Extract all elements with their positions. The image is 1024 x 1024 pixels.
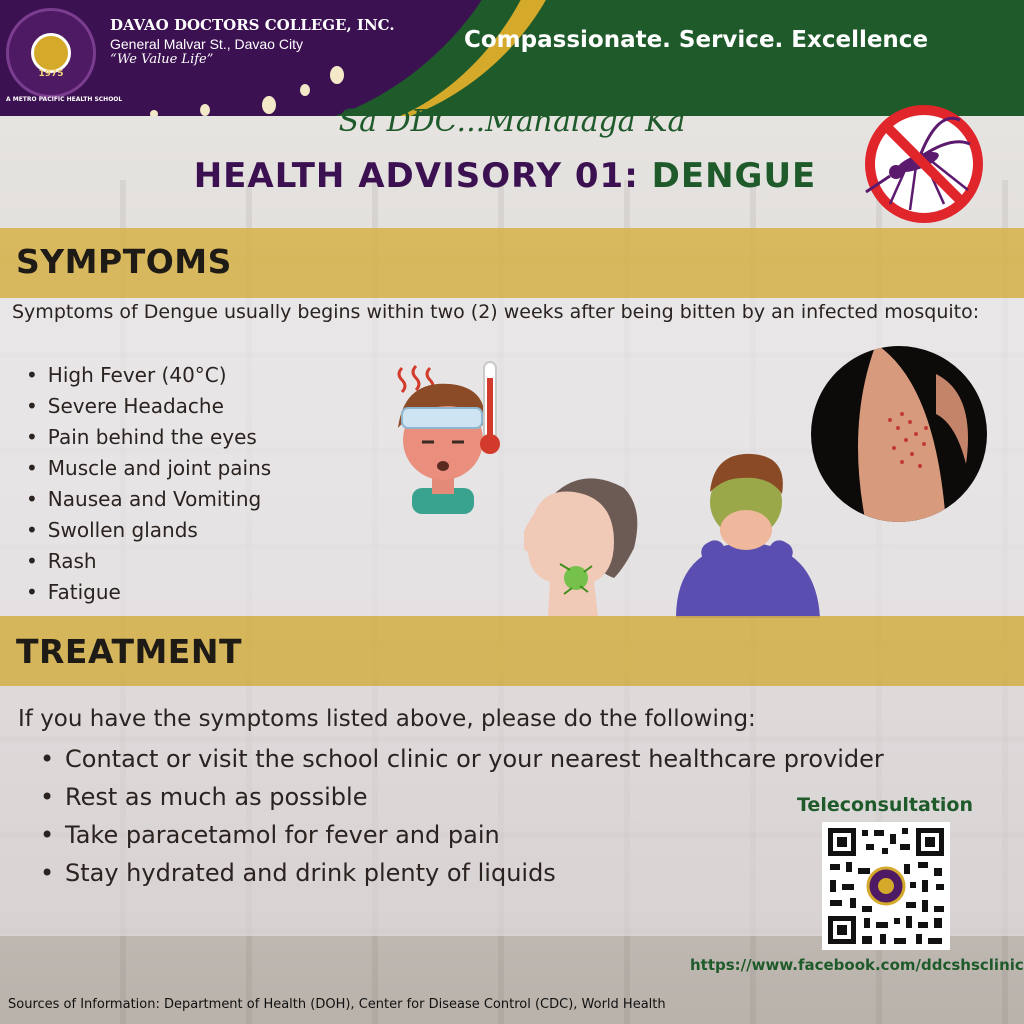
facebook-url-link[interactable]: https://www.facebook.com/ddcshsclinic xyxy=(690,956,1024,974)
treatment-list xyxy=(40,740,940,892)
symptoms-band xyxy=(0,228,1024,298)
advisory-prefix: HEALTH ADVISORY 01: xyxy=(193,156,652,196)
advisory-title xyxy=(0,156,1010,196)
affiliate-label: A METRO PACIFIC HEALTH SCHOOL xyxy=(6,96,123,103)
nausea-person-illustration xyxy=(666,452,826,618)
treatment-item: • Take paracetamol for fever and pain xyxy=(40,816,940,854)
college-address: General Malvar St., Davao City xyxy=(110,36,303,52)
teleconsultation-label: Teleconsultation xyxy=(797,794,973,816)
header-banner xyxy=(0,0,1024,116)
symptoms-list xyxy=(26,360,271,608)
treatment-item: • Contact or visit the school clinic or your nearest healthcare provider xyxy=(40,740,940,778)
symptom-item: • Muscle and joint pains xyxy=(26,453,271,484)
treatment-item: • Rest as much as possible xyxy=(40,778,940,816)
advisory-topic: DENGUE xyxy=(651,156,817,196)
college-seal-logo xyxy=(6,8,96,98)
symptom-item: • Swollen glands xyxy=(26,515,271,546)
symptom-item: • Rash xyxy=(26,546,271,577)
swollen-glands-illustration xyxy=(524,474,644,616)
college-name: DAVAO DOCTORS COLLEGE, INC. xyxy=(110,16,395,34)
script-title: Sa DDC...Mahalaga Ka xyxy=(338,104,686,139)
treatment-band xyxy=(0,616,1024,686)
tagline: Compassionate. Service. Excellence xyxy=(464,27,929,53)
rash-photo xyxy=(806,344,992,524)
treatment-heading: TREATMENT xyxy=(16,632,242,671)
college-motto: “We Value Life” xyxy=(110,52,214,67)
symptom-item: • Nausea and Vomiting xyxy=(26,484,271,515)
symptom-item: • Fatigue xyxy=(26,577,271,608)
no-mosquito-icon xyxy=(860,100,990,224)
symptom-item: • High Fever (40°C) xyxy=(26,360,271,391)
fever-person-illustration xyxy=(356,358,506,514)
symptom-item: • Severe Headache xyxy=(26,391,271,422)
qr-code-icon[interactable] xyxy=(822,822,950,950)
treatment-item: • Stay hydrated and drink plenty of liquids xyxy=(40,854,940,892)
symptoms-intro: Symptoms of Dengue usually begins within two (2) weeks after being bitten by an infected mosquito: xyxy=(12,301,980,323)
symptom-item: • Pain behind the eyes xyxy=(26,422,271,453)
logo-year: 1975 xyxy=(38,69,64,79)
symptoms-heading: SYMPTOMS xyxy=(16,242,232,281)
treatment-intro: If you have the symptoms listed above, please do the following: xyxy=(18,706,756,732)
sources-footer: Sources of Information: Department of Health (DOH), Center for Disease Control (CDC), World Health xyxy=(8,997,666,1012)
